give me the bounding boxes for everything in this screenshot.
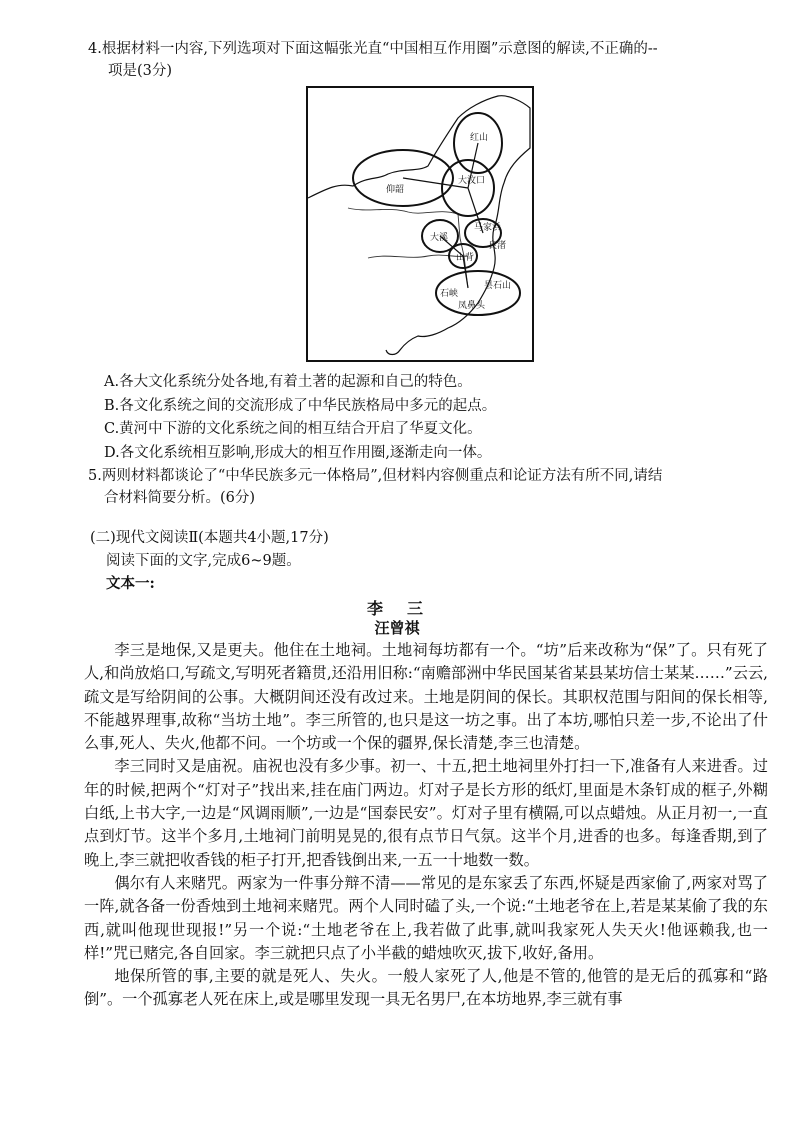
label-daxi: 大溪 [430, 233, 449, 243]
question-4 [88, 38, 768, 82]
label-liangzhu: 良渚 [488, 241, 507, 251]
article-author: 汪曾祺 [374, 619, 420, 637]
label-hongshan: 红山 [470, 133, 489, 143]
label-majiabang: 马家浜 [474, 223, 502, 233]
interaction-sphere-map [306, 86, 534, 362]
question-4-line2: 项是(3分) [108, 63, 173, 79]
map-figure [308, 88, 532, 360]
article-body [84, 639, 768, 1012]
label-tanshishan: 昙石山 [484, 281, 512, 291]
options-list [104, 371, 496, 465]
paragraph: 李三是地保,又是更夫。他住在土地祠。土地祠每坊都有一个。“坊”后来改称为“保”了。只有死了人,和尚放焰口,写疏文,写明死者籍贯,还沿用旧称:“南赡部洲中华民国某省某县某坊信士某某……”云云,疏文是写给阴间的公事。大概阴间还没有改过来。土地是阴间的保长。其职权范围与阳间的保长相等,不能越界理事,故称“当坊土地”。李三所管的,也只是这一坊之事。出了本坊,哪怕只差一步,不论出了什么事,死人、失火,他都不问。一个坊或一个保的疆界,保长清楚,李三也清楚。 [84, 641, 768, 753]
question-5-line2: 合材料简要分析。(6分) [104, 490, 256, 506]
section-heading: (二)现代文阅读Ⅱ(本题共4小题,17分) [90, 530, 329, 546]
option-d: D.各文化系统相互影响,形成大的相互作用圈,逐渐走向一体。 [104, 444, 492, 461]
option-a: A.各大文化系统分处各地,有着土著的起源和自己的特色。 [104, 374, 472, 390]
text-one-label: 文本一: [106, 575, 155, 592]
section-instruction: 阅读下面的文字,完成6~9题。 [106, 553, 301, 569]
paragraph: 偶尔有人来赌咒。两家为一件事分辩不清——常见的是东家丢了东西,怀疑是西家偷了,两家对骂了一阵,就各备一份香烛到土地祠来赌咒。两个人同时磕了头,一个说:“土地老爷在上,若是某某偷了我的东西,就叫他现世现报!”另一个说:“土地老爷在上,我若做了此事,就叫我家死人失天火!他诬赖我,也一样!”咒已赌完,各自回家。李三就把只点了小半截的蜡烛吹灭,拔下,收好,备用。 [84, 873, 768, 962]
question-4-line1: 4.根据材料一内容,下列选项对下面这幅张光直“中国相互作用圈”示意图的解读,不正确的-- [88, 41, 658, 57]
option-c: C.黄河中下游的文化系统之间的相互结合开启了华夏文化。 [104, 421, 482, 437]
question-5-line1: 5.两则材料都谈论了“中华民族多元一体格局”,但材料内容侧重点和论证方法有所不同,请结 [88, 468, 663, 484]
option-b: B.各文化系统之间的交流形成了中华民族格局中多元的起点。 [104, 397, 497, 414]
label-yangshao: 仰韶 [386, 185, 405, 195]
label-shixia: 石峡 [440, 289, 459, 299]
question-5 [88, 465, 788, 509]
label-fengbitou: 凤鼻头 [458, 301, 486, 311]
label-shanbei: 山背 [456, 253, 475, 263]
paragraph: 李三同时又是庙祝。庙祝也没有多少事。初一、十五,把土地祠里外打扫一下,准备有人来进香。过年的时候,把两个“灯对子”找出来,挂在庙门两边。灯对子是长方形的纸灯,里面是木条钉成的框子,外糊白纸,上书大字,一边是“风调雨顺”,一边是“国泰民安”。灯对子里有横隔,可以点蜡烛。从正月初一,一直点到灯节。这半个多月,土地祠门前明晃晃的,很有点节日气氛。这半个月,进香的也多。每逢香期,到了晚上,李三就把收香钱的柜子打开,把香钱倒出来,一五一十地数一数。 [84, 757, 768, 869]
article-title: 李三 [366, 599, 447, 618]
label-dawenkou: 大汶口 [458, 176, 486, 186]
paragraph: 地保所管的事,主要的就是死人、失火。一般人家死了人,他是不管的,他管的是无后的孤寡和“路倒”。一个孤寡老人死在床上,或是哪里发现一具无名男尸,在本坊地界,李三就有事 [84, 967, 768, 1009]
